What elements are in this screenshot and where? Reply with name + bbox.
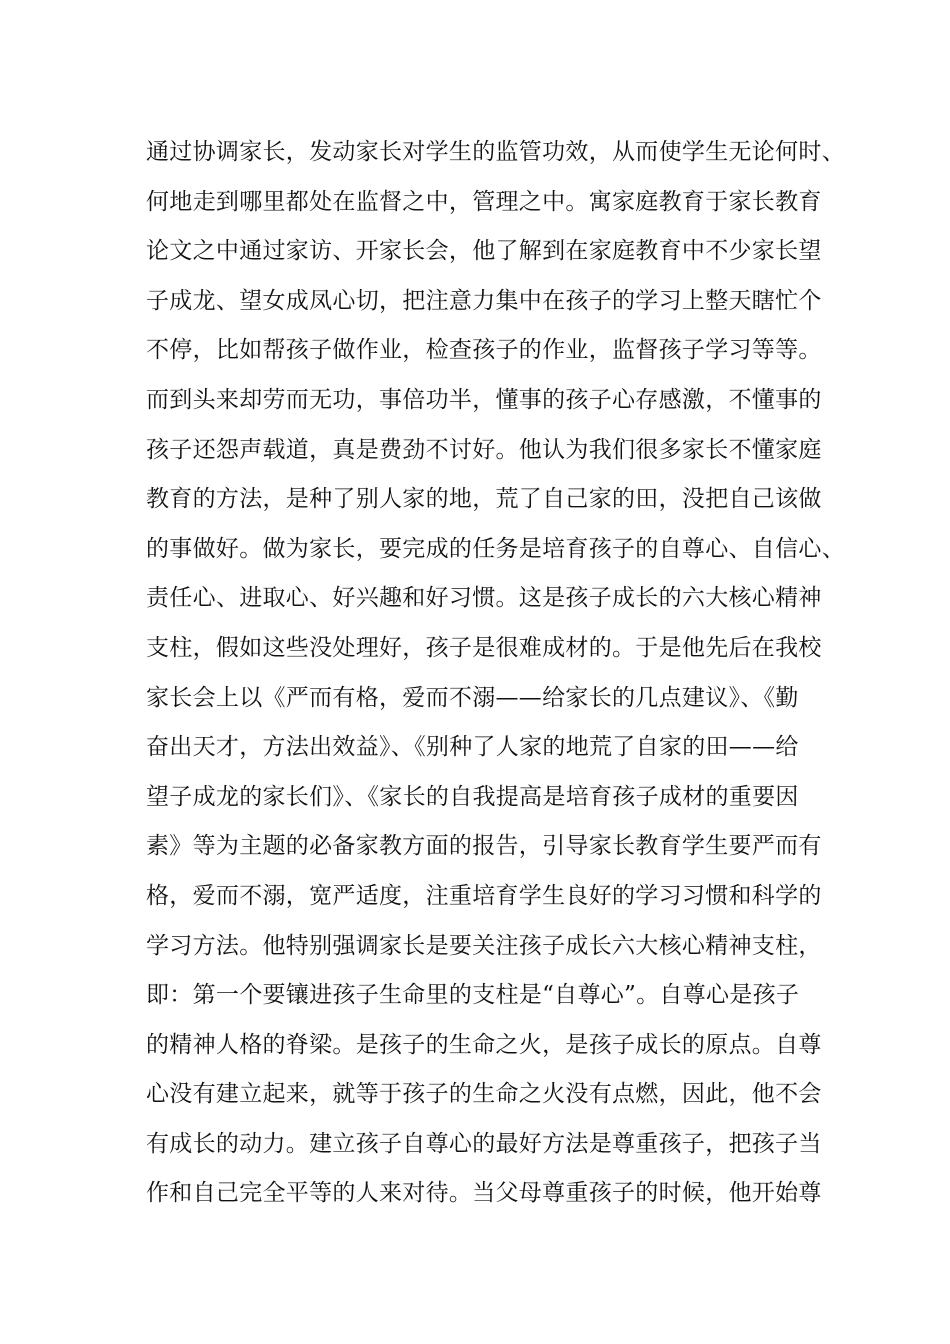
text-line: 家长会上以《严而有格，爱而不溺——给家长的几点建议》、《勤 [146, 684, 799, 711]
text-line: 作和自己完全平等的人来对待。当父母尊重孩子的时候，他开始尊 [146, 1180, 822, 1207]
text-line: 心没有建立起来，就等于孩子的生命之火没有点燃，因此，他不会 [146, 1081, 822, 1108]
text-line: 而到头来却劳而无功，事倍功半，懂事的孩子心存感激，不懂事的 [146, 386, 822, 413]
text-line: 论文之中通过家访、开家长会，他了解到在家庭教育中不少家长望 [146, 238, 822, 265]
text-line: 的事做好。做为家长，要完成的任务是培育孩子的自尊心、自信心、 [146, 535, 845, 562]
text-line: 的精神人格的脊梁。是孩子的生命之火，是孩子成长的原点。自尊 [146, 1031, 822, 1058]
text-line: 孩子还怨声载道，真是费劲不讨好。他认为我们很多家长不懂家庭 [146, 436, 822, 463]
text-line: 何地走到哪里都处在监督之中，管理之中。寓家庭教育于家长教育 [146, 188, 822, 215]
text-line: 支柱，假如这些没处理好，孩子是很难成材的。于是他先后在我校 [146, 634, 822, 661]
text-line: 责任心、进取心、好兴趣和好习惯。这是孩子成长的六大核心精神 [146, 585, 822, 612]
text-line: 即：第一个要镶进孩子生命里的支柱是“自尊心”。自尊心是孩子 [146, 982, 800, 1009]
text-line: 有成长的动力。建立孩子自尊心的最好方法是尊重孩子，把孩子当 [146, 1130, 822, 1157]
text-line: 不停，比如帮孩子做作业，检查孩子的作业，监督孩子学习等等。 [146, 337, 822, 364]
text-line: 子成龙、望女成凤心切，把注意力集中在孩子的学习上整天瞎忙个 [146, 287, 822, 314]
text-line: 通过协调家长，发动家长对学生的监管功效，从而使学生无论何时、 [146, 139, 845, 165]
text-line: 素》等为主题的必备家教方面的报告，引导家长教育学生要严而有 [146, 833, 822, 860]
text-line: 望子成龙的家长们》、《家长的自我提高是培育孩子成材的重要因 [146, 783, 799, 810]
text-line: 奋出天才，方法出效益》、《别种了人家的地荒了自家的田——给 [146, 734, 799, 761]
text-line: 格，爱而不溺，宽严适度，注重培育学生良好的学习习惯和科学的 [146, 882, 822, 909]
body-text [146, 128, 845, 1219]
text-line: 教育的方法，是种了别人家的地，荒了自己家的田，没把自己该做 [146, 486, 822, 513]
text-line: 学习方法。他特别强调家长是要关注孩子成长六大核心精神支柱， [146, 932, 822, 959]
